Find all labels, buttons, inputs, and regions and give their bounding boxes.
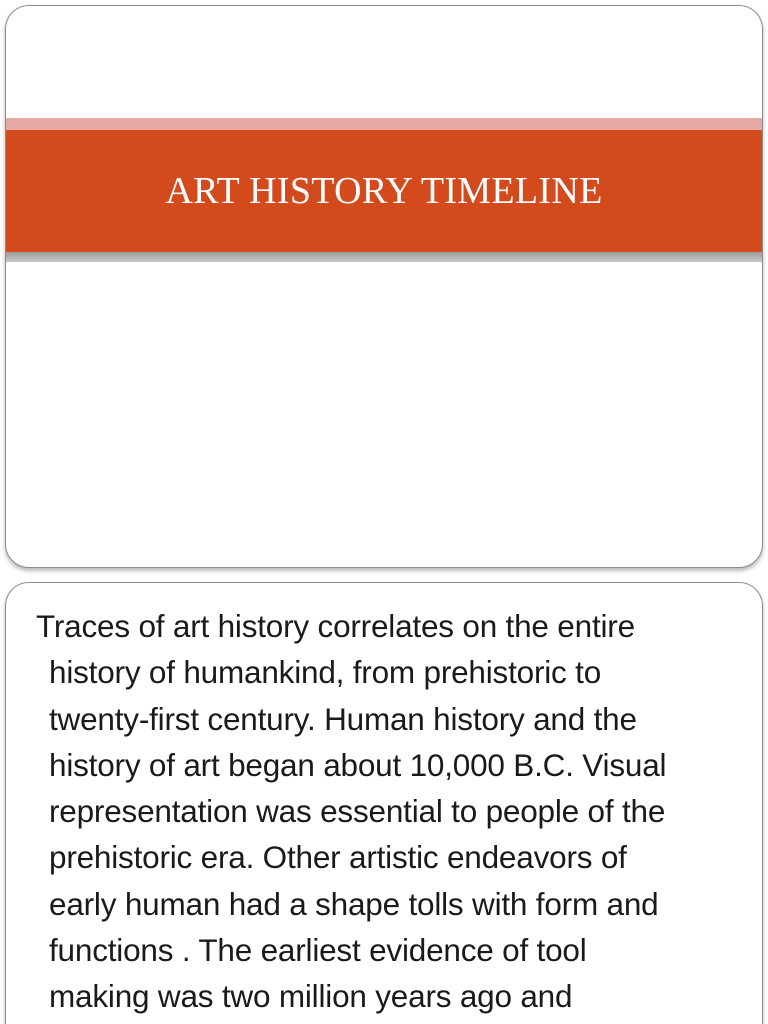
body-line: history of art began about 10,000 B.C. Visual bbox=[49, 746, 667, 783]
body-line: early human had a shape tolls with form and bbox=[49, 885, 659, 922]
slide-title: ART HISTORY TIMELINE bbox=[165, 170, 603, 212]
body-line: history of humankind, from prehistoric to bbox=[49, 654, 602, 691]
body-line: functions . The earliest evidence of tool bbox=[49, 932, 587, 969]
content-slide bbox=[5, 582, 763, 1024]
body-line: prehistoric era. Other artistic endeavors of bbox=[49, 839, 627, 876]
slide-body-text bbox=[36, 603, 756, 1020]
title-band-shadow bbox=[6, 252, 762, 262]
title-slide bbox=[5, 5, 763, 568]
body-line: Traces of art history correlates on the entire bbox=[36, 608, 635, 644]
body-line: twenty-first century. Human history and the bbox=[49, 700, 637, 737]
body-line: making was two million years ago and bbox=[49, 978, 573, 1015]
body-line: representation was essential to people of the bbox=[49, 793, 666, 830]
